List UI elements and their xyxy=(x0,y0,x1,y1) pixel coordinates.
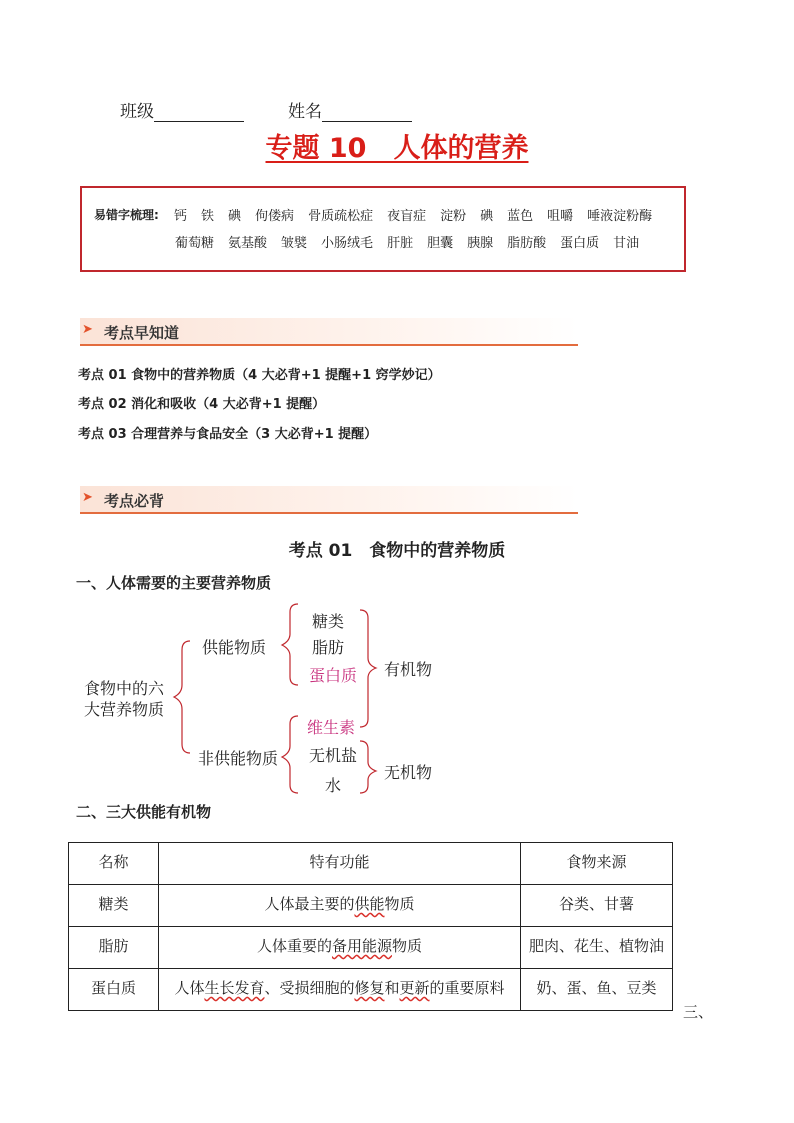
diagram-fat: 脂肪 xyxy=(312,638,345,657)
diagram-salt: 无机盐 xyxy=(309,746,358,765)
cell-function xyxy=(159,885,521,927)
func-keyword: 更新 xyxy=(399,979,430,997)
tip-word: 铁 xyxy=(201,209,215,224)
tip-word: 蛋白质 xyxy=(560,236,600,251)
kaodian-link-01[interactable]: 考点 01 食物中的营养物质（4 大必背+1 提醒+1 窍学妙记） xyxy=(78,368,441,383)
func-keyword: 生长发育 xyxy=(204,979,265,997)
diagram-root-line2: 大营养物质 xyxy=(84,700,165,719)
tip-word: 佝偻病 xyxy=(255,209,295,224)
name-label: 姓名 xyxy=(288,102,322,122)
part1-heading: 一、人体需要的主要营养物质 xyxy=(76,574,272,592)
table-header-row xyxy=(69,843,673,885)
func-keyword: 备用能源 xyxy=(331,937,392,955)
col-header-name: 名称 xyxy=(69,843,159,885)
func-text: 、受损细胞的 xyxy=(264,979,355,997)
section-label: 考点必背 xyxy=(104,492,165,510)
cell-source: 肥肉、花生、植物油 xyxy=(521,927,673,969)
part3-stub: 三、 xyxy=(683,1003,714,1021)
arrow-right-icon: ➤ xyxy=(82,490,93,505)
cell-name: 蛋白质 xyxy=(69,969,159,1011)
func-text: 人体最主要的 xyxy=(264,895,355,913)
cell-name: 糖类 xyxy=(69,885,159,927)
nonenergy-brace xyxy=(282,716,298,793)
diagram-non-energy: 非供能物质 xyxy=(198,749,279,768)
tips-label: 易错字梳理: xyxy=(94,208,159,222)
func-text: 人体重要的 xyxy=(256,937,332,955)
tip-word: 胰腺 xyxy=(467,236,494,251)
tip-word: 碘 xyxy=(228,209,242,224)
func-keyword: 修复 xyxy=(354,979,385,997)
diagram-vitamin: 维生素 xyxy=(307,718,356,737)
table-row xyxy=(69,927,673,969)
table-row xyxy=(69,885,673,927)
col-header-function: 特有功能 xyxy=(159,843,521,885)
page-title: 专题 10 人体的营养 xyxy=(265,133,529,164)
tip-word: 骨质疏松症 xyxy=(308,209,374,224)
root-brace xyxy=(174,641,190,753)
tip-word: 皱襞 xyxy=(281,236,308,251)
func-text: 物质 xyxy=(392,937,423,955)
inorganic-brace xyxy=(360,741,376,793)
cell-source: 谷类、甘薯 xyxy=(521,885,673,927)
diagram-inorganic: 无机物 xyxy=(384,763,433,782)
nutrient-table xyxy=(68,842,673,1011)
table-row xyxy=(69,969,673,1011)
diagram-sugar: 糖类 xyxy=(312,612,345,631)
tip-word: 淀粉 xyxy=(440,209,467,224)
cell-source: 奶、蛋、鱼、豆类 xyxy=(521,969,673,1011)
tip-word: 葡萄糖 xyxy=(175,236,215,251)
tip-word: 氨基酸 xyxy=(228,236,268,251)
energy-brace xyxy=(282,604,298,685)
tip-word: 肝脏 xyxy=(387,236,414,251)
tip-word: 唾液淀粉酶 xyxy=(587,209,653,224)
arrow-right-icon: ➤ xyxy=(82,322,93,337)
func-text: 的重要原料 xyxy=(429,979,505,997)
kaodian-link-03[interactable]: 考点 03 合理营养与食品安全（3 大必背+1 提醒） xyxy=(78,427,378,442)
tip-word: 咀嚼 xyxy=(547,209,574,224)
kaodian-01-heading: 考点 01 食物中的营养物质 xyxy=(288,541,506,561)
cell-function xyxy=(159,927,521,969)
cell-function xyxy=(159,969,521,1011)
func-keyword: 供能 xyxy=(354,895,385,913)
section-label: 考点早知道 xyxy=(104,324,180,342)
cell-name: 脂肪 xyxy=(69,927,159,969)
tip-word: 碘 xyxy=(480,209,494,224)
class-label: 班级 xyxy=(120,102,154,122)
tip-word: 小肠绒毛 xyxy=(321,236,374,251)
tip-word: 脂肪酸 xyxy=(507,236,547,251)
tip-word: 钙 xyxy=(174,209,188,224)
tip-word: 夜盲症 xyxy=(387,209,427,224)
func-text: 物质 xyxy=(384,895,415,913)
diagram-root-line1: 食物中的六 xyxy=(84,679,165,698)
organic-brace xyxy=(360,610,376,727)
func-text: 和 xyxy=(384,979,400,997)
diagram-protein: 蛋白质 xyxy=(309,666,358,685)
tip-word: 胆囊 xyxy=(427,236,454,251)
func-text: 人体 xyxy=(174,979,205,997)
diagram-water: 水 xyxy=(325,776,342,795)
col-header-source: 食物来源 xyxy=(521,843,673,885)
part2-heading: 二、三大供能有机物 xyxy=(76,803,212,821)
tip-word: 蓝色 xyxy=(507,209,534,224)
diagram-organic: 有机物 xyxy=(384,660,433,679)
tip-word: 甘油 xyxy=(613,236,640,251)
diagram-energy: 供能物质 xyxy=(202,638,267,657)
kaodian-link-02[interactable]: 考点 02 消化和吸收（4 大必背+1 提醒） xyxy=(78,397,326,412)
